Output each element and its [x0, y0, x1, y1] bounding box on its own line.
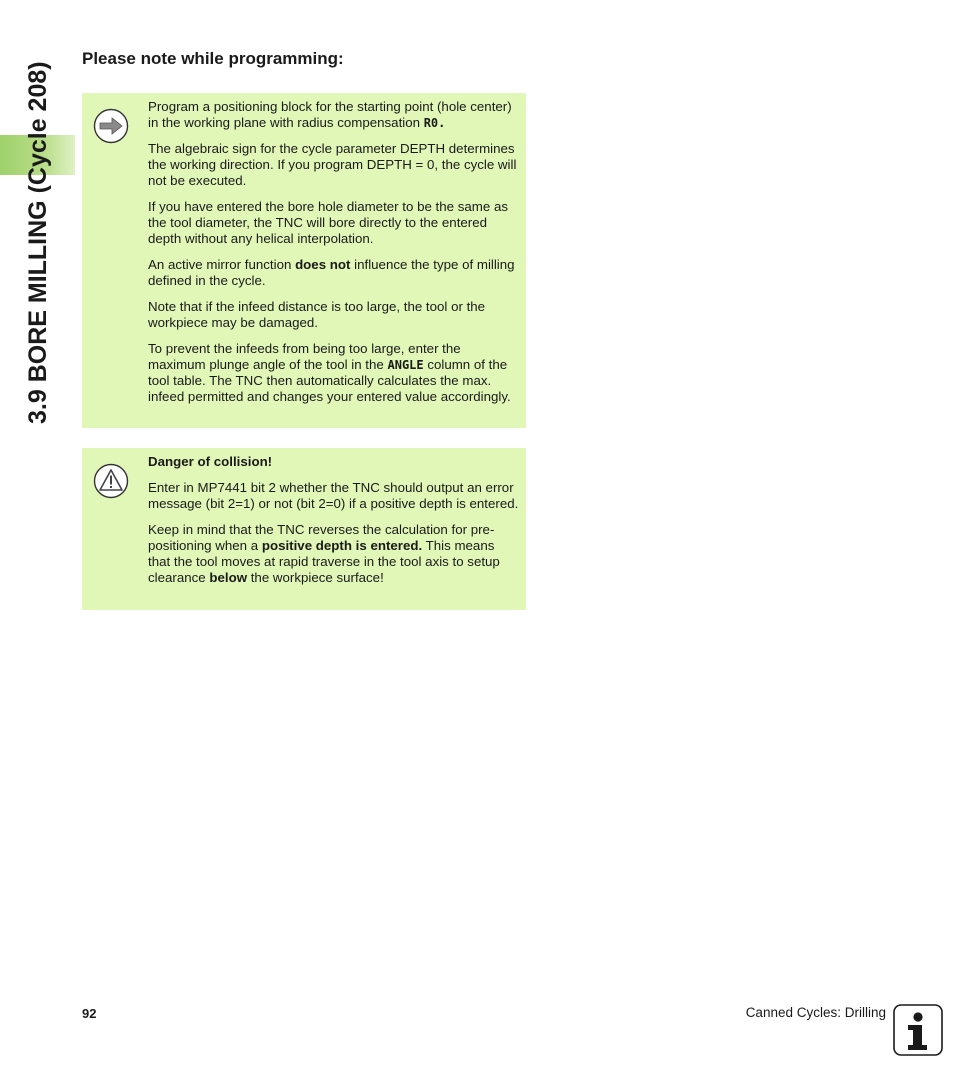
note-text: influence the type of milling defined in the cycle. [148, 257, 515, 288]
note-text: Program a positioning block for the starting point (hole center) in the working plane with radius compensation [148, 99, 512, 130]
note-text: To prevent the infeeds from being too large, enter the maximum plunge angle of the tool in the [148, 341, 461, 372]
arrow-right-icon [93, 108, 129, 144]
info-icon [893, 1004, 943, 1056]
code-angle: ANGLE [387, 358, 424, 372]
warning-paragraph [148, 522, 520, 586]
note-paragraph [148, 341, 520, 405]
chapter-title: Canned Cycles: Drilling [745, 1005, 886, 1020]
note-text: . [438, 116, 446, 130]
warning-title [148, 454, 520, 470]
warning-paragraph: Enter in MP7441 bit 2 whether the TNC should output an error message (bit 2=1) or not (bit 2=0) if a positive depth is entered. [148, 480, 519, 511]
note-box [82, 93, 526, 428]
warning-title-text: Danger of collision! [148, 454, 273, 469]
note-text: column of the tool table. The TNC then automatically calculates the max. infeed permitted and changes your entered value accordingly. [148, 357, 511, 404]
emphasis: below [209, 570, 248, 585]
section-title-wrap: 3.9 BORE MILLING (Cycle 208) [24, 61, 52, 424]
warning-text: the workpiece surface! [247, 570, 384, 585]
note-paragraph: Note that if the infeed distance is too large, the tool or the workpiece may be damaged. [148, 299, 486, 330]
warning-content [148, 454, 520, 596]
warning-text: Keep in mind that the TNC reverses the calculation for pre-positioning when a [148, 522, 495, 553]
warning-box [82, 448, 526, 610]
page-number: 92 [82, 1006, 97, 1021]
note-paragraph [148, 99, 520, 131]
emphasis: positive depth is entered. [261, 538, 423, 553]
note-text: An active mirror function [148, 257, 296, 272]
note-paragraph: If you have entered the bore hole diameter to be the same as the tool diameter, the TNC will bore directly to the entered depth without any helical interpolation. [148, 199, 508, 246]
warning-triangle-icon [93, 463, 129, 499]
code-r0: R0 [423, 116, 439, 130]
note-paragraph: The algebraic sign for the cycle parameter DEPTH determines the working direction. If you program DEPTH = 0, the cycle will not be executed. [148, 141, 517, 188]
emphasis: does not [295, 257, 351, 272]
note-content [148, 99, 520, 415]
note-paragraph [148, 257, 520, 289]
warning-text: This means that the tool moves at rapid traverse in the tool axis to setup clearance [148, 538, 500, 585]
page-heading: Please note while programming: [82, 49, 344, 68]
